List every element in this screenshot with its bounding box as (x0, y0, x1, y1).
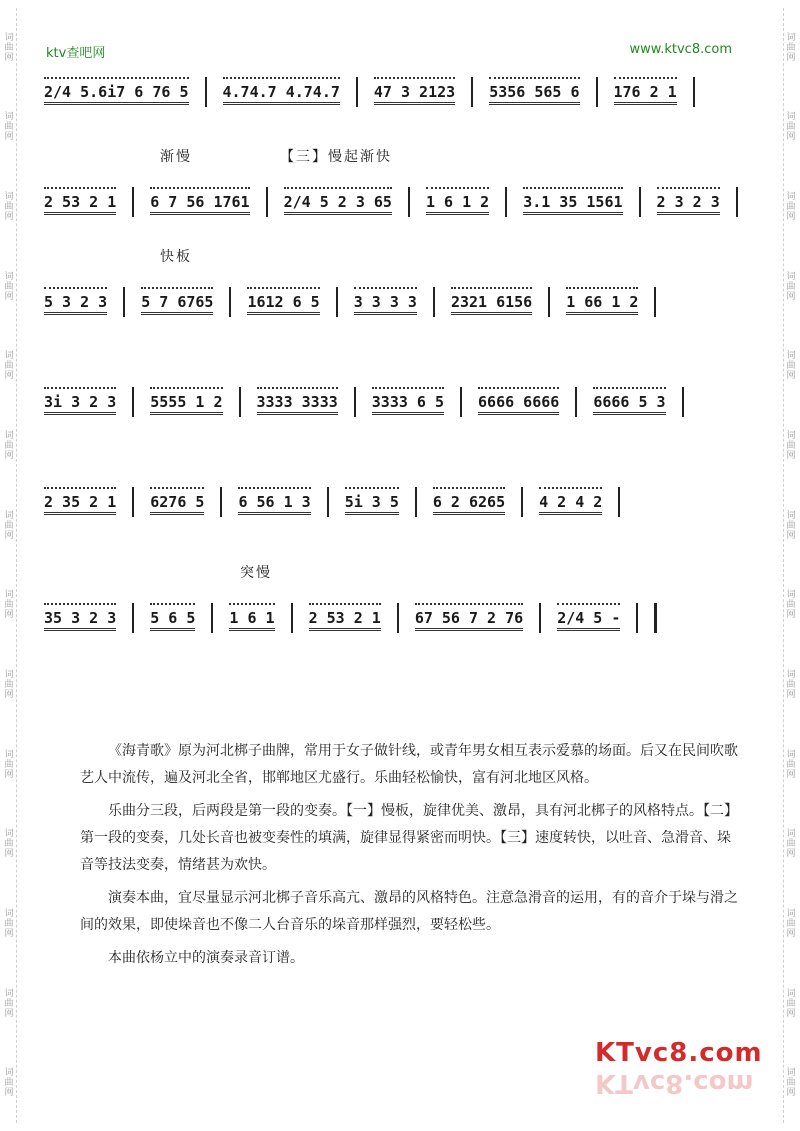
site-name-header: ktv查吧网 (46, 46, 106, 61)
measure: 2/4 5.6i7 6 76 5 (40, 83, 193, 101)
bar-line (736, 187, 738, 217)
right-watermark-strip (783, 8, 798, 1123)
measure: 67 56 7 2 76 (411, 609, 527, 627)
bar-line (415, 487, 417, 517)
watermark-glyph: 词 曲 网 (786, 749, 796, 780)
measure: 2321 6156 (447, 293, 536, 311)
measure: 6276 5 (146, 493, 208, 511)
measure: 6 2 6265 (429, 493, 509, 511)
tempo-annotation: 【三】慢起渐快 (280, 149, 392, 165)
watermark-glyph: 词 曲 网 (786, 1068, 796, 1099)
score-row (40, 72, 750, 132)
watermark-glyph: 词 曲 网 (4, 510, 14, 541)
watermark-glyph: 词 曲 网 (4, 192, 14, 223)
measure: 6 7 56 1761 (146, 193, 253, 211)
measure: 47 3 2123 (370, 83, 459, 101)
bar-line (291, 603, 293, 633)
measure: 5356 565 6 (485, 83, 583, 101)
bar-line (327, 487, 329, 517)
notation-line (40, 282, 750, 322)
bar-line (356, 77, 358, 107)
notation-line (40, 598, 750, 638)
description-paragraph: 《海青歌》原为河北梆子曲牌，常用于女子做针线，或青年男女相互表示爱慕的场面。后又在民间吹歌艺人中流传，遍及河北全省，邯郸地区尤盛行。乐曲轻松愉快，富有河北地区风格。 (80, 743, 738, 786)
bar-line (460, 387, 462, 417)
measure: 6 56 1 3 (234, 493, 314, 511)
measure: 3333 6 5 (368, 393, 448, 411)
notation-line (40, 72, 750, 112)
left-watermark-strip (2, 8, 17, 1123)
description-text (80, 738, 740, 978)
bar-line (471, 77, 473, 107)
measure: 4 2 4 2 (535, 493, 606, 511)
bar-line (575, 387, 577, 417)
measure: 1 6 1 2 (422, 193, 493, 211)
watermark-glyph: 词 曲 网 (786, 32, 796, 63)
notation-line (40, 182, 750, 222)
notation-line (40, 382, 750, 422)
measure: 1 66 1 2 (562, 293, 642, 311)
bar-line (229, 287, 231, 317)
score-row (40, 482, 750, 542)
watermark-glyph: 词 曲 网 (4, 749, 14, 780)
measure: 2 53 2 1 (40, 193, 120, 211)
measure: 5 6 5 (146, 609, 199, 627)
bar-line (123, 287, 125, 317)
watermark-glyph: 词 曲 网 (786, 590, 796, 621)
watermark-glyph: 词 曲 网 (786, 669, 796, 700)
score-row (40, 382, 750, 442)
bar-line (266, 187, 268, 217)
watermark-glyph: 词 曲 网 (4, 669, 14, 700)
watermark-glyph: 词 曲 网 (786, 112, 796, 143)
bar-line (639, 187, 641, 217)
bar-line (539, 603, 541, 633)
measure: 2 35 2 1 (40, 493, 120, 511)
site-logo: KTvc8.com (595, 1038, 763, 1068)
tempo-annotation: 快板 (160, 249, 192, 265)
bar-line (220, 487, 222, 517)
watermark-glyph: 词 曲 网 (4, 829, 14, 860)
bar-line (205, 77, 207, 107)
tempo-annotation: 突慢 (240, 565, 272, 581)
bar-line (354, 387, 356, 417)
bar-line (132, 387, 134, 417)
measure: 2/4 5 2 3 65 (280, 193, 396, 211)
bar-line (682, 387, 684, 417)
site-url-header: www.ktvc8.com (629, 42, 732, 57)
measure: 3333 3333 (253, 393, 342, 411)
watermark-glyph: 词 曲 网 (4, 431, 14, 462)
score-row (40, 565, 750, 658)
bar-line (433, 287, 435, 317)
bar-line (521, 487, 523, 517)
watermark-glyph: 词 曲 网 (4, 988, 14, 1019)
measure: 2 3 2 3 (653, 193, 724, 211)
watermark-glyph: 词 曲 网 (786, 510, 796, 541)
description-paragraph: 演奏本曲，宜尽量显示河北梆子音乐高亢、激昂的风格特色。注意急滑音的运用，有的音介于垛与滑之间的效果，即使垛音也不像二人台音乐的垛音那样强烈，要轻松些。 (80, 890, 738, 933)
tempo-annotation: 渐慢 (160, 149, 192, 165)
measure: 1 6 1 (225, 609, 278, 627)
bar-line (336, 287, 338, 317)
description-paragraph: 乐曲分三段，后两段是第一段的变奏。【一】慢板，旋律优美、激昂，具有河北梆子的风格特点。【二】第一段的变奏，几处长音也被变奏性的填满，旋律显得紧密而明快。【三】速度转快，以吐音、急滑音、垛音等技法变奏，情绪甚为欢快。 (80, 803, 738, 873)
watermark-glyph: 词 曲 网 (786, 908, 796, 939)
measure: 5 3 2 3 (40, 293, 111, 311)
watermark-glyph: 词 曲 网 (786, 988, 796, 1019)
measure: 35 3 2 3 (40, 609, 120, 627)
measure: 2/4 5 - (553, 609, 624, 627)
bar-line (618, 487, 620, 517)
watermark-glyph: 词 曲 网 (4, 112, 14, 143)
watermark-glyph: 词 曲 网 (4, 590, 14, 621)
watermark-glyph: 词 曲 网 (4, 908, 14, 939)
watermark-glyph: 词 曲 网 (4, 1068, 14, 1099)
watermark-glyph: 词 曲 网 (4, 351, 14, 382)
bar-line (636, 603, 638, 633)
bar-line (408, 187, 410, 217)
notation-line (40, 482, 750, 522)
bar-line (239, 387, 241, 417)
measure: 2 53 2 1 (305, 609, 385, 627)
bar-line (211, 603, 213, 633)
bar-line (596, 77, 598, 107)
final-bar-line (654, 603, 657, 633)
watermark-glyph: 词 曲 网 (786, 351, 796, 382)
site-logo-reflection: KTvc8.com (595, 1068, 754, 1098)
watermark-glyph: 词 曲 网 (786, 271, 796, 302)
measure: 176 2 1 (610, 83, 681, 101)
score-row (40, 249, 750, 342)
watermark-glyph: 词 曲 网 (786, 829, 796, 860)
measure: 5i 3 5 (341, 493, 403, 511)
watermark-glyph: 词 曲 网 (4, 271, 14, 302)
watermark-glyph: 词 曲 网 (4, 32, 14, 63)
bar-line (132, 487, 134, 517)
measure: 5555 1 2 (146, 393, 226, 411)
bar-line (548, 287, 550, 317)
measure: 3 3 3 3 (350, 293, 421, 311)
bar-line (397, 603, 399, 633)
measure: 1612 6 5 (243, 293, 323, 311)
measure: 4.74.7 4.74.7 (219, 83, 344, 101)
measure: 3i 3 2 3 (40, 393, 120, 411)
bar-line (132, 603, 134, 633)
description-paragraph: 本曲依杨立中的演奏录音订谱。 (108, 950, 304, 966)
measure: 6666 6666 (474, 393, 563, 411)
measure: 5 7 6765 (137, 293, 217, 311)
bar-line (693, 77, 695, 107)
measure: 3.1 35 1561 (519, 193, 626, 211)
bar-line (505, 187, 507, 217)
watermark-glyph: 词 曲 网 (786, 431, 796, 462)
watermark-glyph: 词 曲 网 (786, 192, 796, 223)
bar-line (654, 287, 656, 317)
score-row (40, 149, 750, 242)
bar-line (132, 187, 134, 217)
measure: 6666 5 3 (589, 393, 669, 411)
